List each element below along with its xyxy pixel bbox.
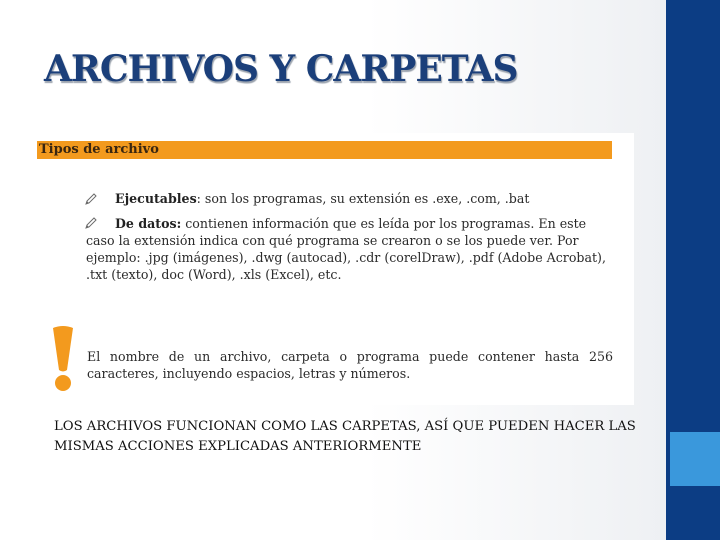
slide-caption: LOS ARCHIVOS FUNCIONAN COMO LAS CARPETAS, ASÍ QUE PUEDEN HACER LAS MISMAS ACCIONES EXPLICADAS ANTERIORMENTE	[54, 419, 636, 454]
bullet-ejecutables	[115, 190, 529, 207]
file-types-figure	[36, 133, 634, 405]
exclamation-icon	[46, 325, 80, 393]
slide-title: ARCHIVOS Y CARPETAS	[44, 48, 518, 90]
bullet-de-datos	[86, 215, 614, 283]
section-header-bar	[37, 141, 612, 159]
bullet-term: Ejecutables	[115, 191, 197, 206]
pencil-icon	[84, 191, 98, 205]
right-accent-block	[670, 432, 720, 486]
bullet-term: De datos:	[115, 216, 182, 231]
note-text: El nombre de un archivo, carpeta o programa puede contener hasta 256 caracteres, incluyendo espacios, letras y números.	[87, 349, 613, 381]
section-title: Tipos de archivo	[39, 142, 159, 157]
bullet-text: contienen información que es leída por los programas. En este caso la extensión indica con qué programa se crearon o se los puede ver. Por ejemplo: .jpg (imágenes), .dwg (autocad), .cdr (corelDraw), .pdf (Adobe Acrobat), .txt (texto), doc (Word), .xls (Excel), etc.	[86, 216, 606, 282]
bullet-text: : son los programas, su extensión es .exe, .com, .bat	[196, 191, 530, 206]
